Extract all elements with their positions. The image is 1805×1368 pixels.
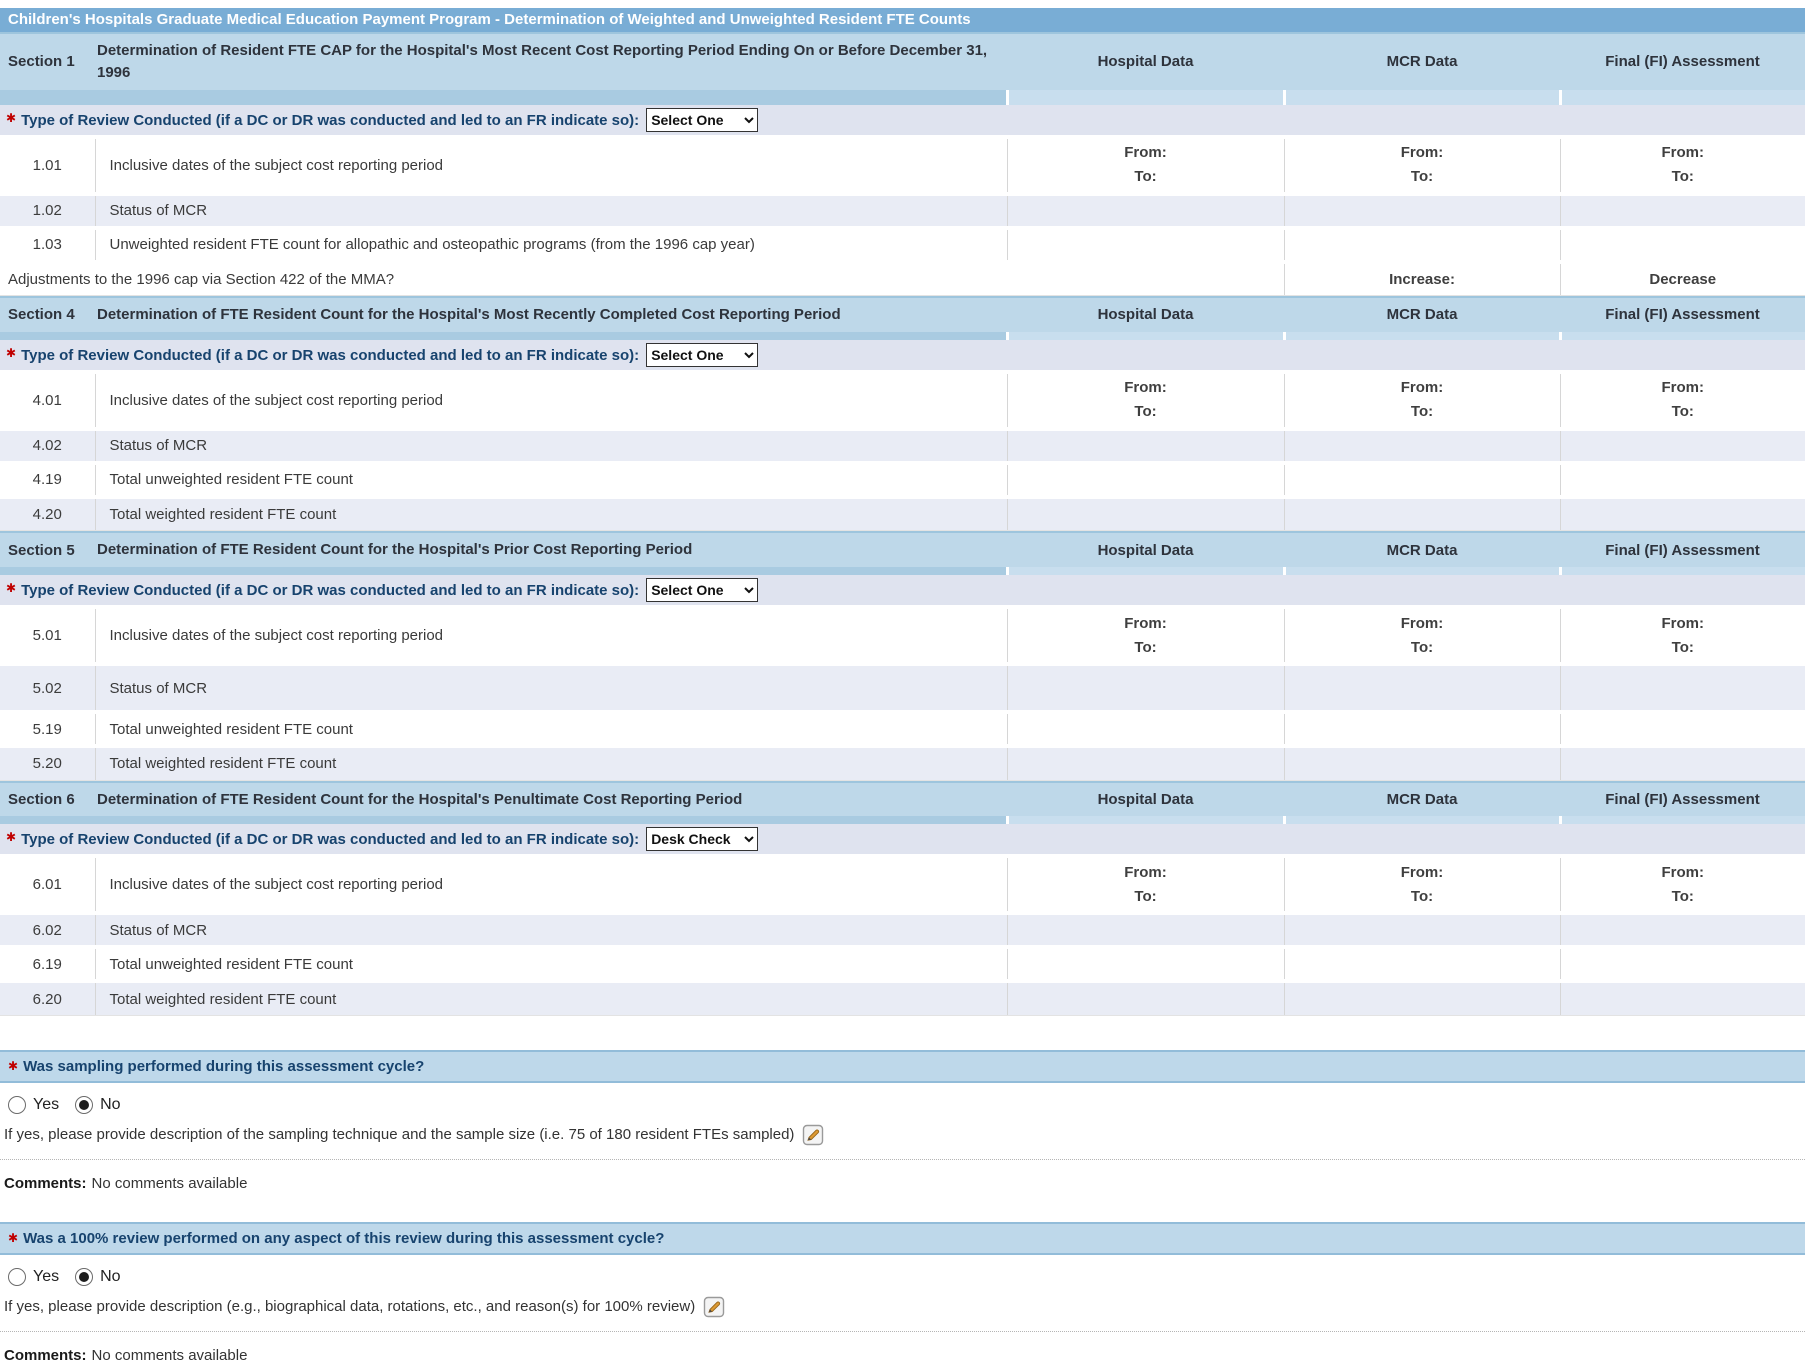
yes-radio-label: Yes: [33, 1095, 60, 1113]
hospital-data-cell: [1007, 497, 1284, 531]
hospital-data-cell: [1007, 463, 1284, 497]
column-header-mcr-data: MCR Data: [1284, 532, 1560, 567]
mcr-data-cell: [1284, 497, 1560, 531]
row-number: 1.02: [0, 194, 95, 228]
header-strip-row: [0, 816, 1805, 824]
mcr-data-cell: [1284, 746, 1560, 780]
table-row: [0, 463, 1805, 497]
row-description: Total weighted resident FTE count: [95, 981, 1007, 1015]
dotted-divider: [0, 1331, 1805, 1332]
yes-no-radio-group: [8, 1268, 1805, 1286]
section-title: Determination of Resident FTE CAP for the Hospital's Most Recent Cost Reporting Period Ending On or Before December 31, 1996: [95, 33, 1007, 90]
hospital-data-cell: [1007, 607, 1284, 664]
type-of-review-label: Type of Review Conducted (if a DC or DR was conducted and led to an FR indicate so):: [21, 346, 640, 364]
column-header-final-assessment: Final (FI) Assessment: [1560, 33, 1805, 90]
header-strip-row: [0, 332, 1805, 340]
column-header-hospital-data: Hospital Data: [1007, 782, 1284, 817]
from-label: From:: [1661, 863, 1704, 881]
table-row: [0, 981, 1805, 1015]
comments-value: No comments available: [91, 1346, 248, 1364]
hospital-data-cell: [1007, 429, 1284, 463]
decrease-label: Decrease: [1560, 262, 1805, 296]
section-label: Section 5: [0, 532, 95, 567]
type-of-review-select[interactable]: [646, 108, 758, 132]
hospital-data-cell: [1007, 664, 1284, 712]
hospital-data-cell: [1007, 981, 1284, 1015]
row-number: 4.01: [0, 372, 95, 429]
to-label: To:: [1134, 638, 1157, 656]
hospital-data-cell: [1007, 372, 1284, 429]
hospital-data-cell: [1007, 947, 1284, 981]
table-row: [0, 664, 1805, 712]
dotted-divider: [0, 1159, 1805, 1160]
strip-mcr-cell: [1284, 90, 1560, 105]
strip-hospital-cell: [1007, 816, 1284, 824]
strip-left-cell: [0, 567, 1007, 575]
row-description: Total unweighted resident FTE count: [95, 712, 1007, 746]
to-label: To:: [1671, 887, 1694, 905]
type-of-review-label: Type of Review Conducted (if a DC or DR was conducted and led to an FR indicate so):: [21, 582, 640, 599]
yes-radio[interactable]: [8, 1268, 26, 1286]
questions-container: [0, 1050, 1805, 1364]
type-of-review-select[interactable]: [646, 827, 758, 851]
strip-left-cell: [0, 332, 1007, 340]
row-description: Unweighted resident FTE count for allopathic and osteopathic programs (from the 1996 cap year): [95, 228, 1007, 262]
required-asterisk-icon: ✱: [6, 830, 17, 845]
to-label: To:: [1410, 887, 1434, 905]
increase-label: Increase:: [1284, 262, 1560, 296]
final-assessment-cell: [1560, 607, 1805, 664]
hospital-data-cell: [1007, 228, 1284, 262]
no-radio[interactable]: [75, 1268, 93, 1286]
mcr-data-cell: [1284, 607, 1560, 664]
mcr-data-cell: [1284, 194, 1560, 228]
column-header-mcr-data: MCR Data: [1284, 297, 1560, 332]
row-number: 4.19: [0, 463, 95, 497]
row-description: Total weighted resident FTE count: [95, 497, 1007, 531]
row-number: 1.01: [0, 137, 95, 194]
hospital-data-cell: [1007, 856, 1284, 913]
row-number: 5.01: [0, 607, 95, 664]
row-description: Inclusive dates of the subject cost reporting period: [95, 856, 1007, 913]
section-title: Determination of FTE Resident Count for the Hospital's Penultimate Cost Reporting Period: [95, 782, 1007, 817]
comments-label: Comments:: [4, 1346, 87, 1364]
final-assessment-cell: [1560, 497, 1805, 531]
mcr-data-cell: [1284, 712, 1560, 746]
from-label: From:: [1124, 144, 1167, 161]
strip-mcr-cell: [1284, 567, 1560, 575]
table-row: [0, 429, 1805, 463]
comments-line: [4, 1175, 1805, 1192]
mcr-data-cell: [1284, 664, 1560, 712]
section-header-row: [0, 33, 1805, 90]
to-label: To:: [1671, 403, 1694, 421]
question-text: Was sampling performed during this assessment cycle?: [23, 1057, 425, 1075]
type-of-review-row: [0, 105, 1805, 137]
edit-comment-icon[interactable]: [802, 1124, 824, 1146]
table-row: [0, 607, 1805, 664]
question-block: [0, 1222, 1805, 1364]
table-row: [0, 746, 1805, 780]
yes-no-radio-group: [8, 1096, 1805, 1114]
table-row: [0, 372, 1805, 429]
mcr-data-cell: [1284, 463, 1560, 497]
final-assessment-cell: [1560, 463, 1805, 497]
mcr-data-cell: [1284, 228, 1560, 262]
required-asterisk-icon: ✱: [6, 581, 17, 595]
required-asterisk-icon: ✱: [6, 110, 17, 125]
mcr-data-cell: [1284, 137, 1560, 194]
comments-value: No comments available: [91, 1174, 248, 1192]
yes-radio[interactable]: [8, 1096, 26, 1114]
required-asterisk-icon: ✱: [8, 1059, 19, 1074]
mcr-data-cell: [1284, 429, 1560, 463]
table-row: [0, 913, 1805, 947]
final-assessment-cell: [1560, 372, 1805, 429]
type-of-review-row: [0, 575, 1805, 607]
hospital-data-cell: [1007, 712, 1284, 746]
section-table: [0, 531, 1805, 780]
edit-comment-icon[interactable]: [703, 1296, 725, 1318]
row-number: 1.03: [0, 228, 95, 262]
hospital-data-cell: [1007, 137, 1284, 194]
no-radio[interactable]: [75, 1096, 93, 1114]
final-assessment-cell: [1560, 664, 1805, 712]
page-title: Children's Hospitals Graduate Medical Education Payment Program - Determination of Weighted and Unweighted Resident FTE Counts: [0, 8, 1805, 32]
no-radio-label: No: [100, 1267, 121, 1285]
section-table: [0, 296, 1805, 531]
required-asterisk-icon: ✱: [6, 345, 17, 360]
if-yes-text: If yes, please provide description of the sampling technique and the sample size (i.e. 75 of 180 resident FTEs sampled): [4, 1126, 795, 1144]
question-bar: [0, 1222, 1805, 1255]
to-label: To:: [1134, 168, 1157, 185]
final-assessment-cell: [1560, 947, 1805, 981]
comments-label: Comments:: [4, 1174, 87, 1192]
adjustments-row: [0, 262, 1805, 296]
table-row: [0, 194, 1805, 228]
type-of-review-cell: [0, 575, 1805, 607]
table-row: [0, 137, 1805, 194]
column-header-hospital-data: Hospital Data: [1007, 532, 1284, 567]
section-label: Section 4: [0, 297, 95, 332]
column-header-mcr-data: MCR Data: [1284, 33, 1560, 90]
column-header-final-assessment: Final (FI) Assessment: [1560, 782, 1805, 817]
row-number: 6.01: [0, 856, 95, 913]
strip-final-cell: [1560, 567, 1805, 575]
row-description: Total weighted resident FTE count: [95, 746, 1007, 780]
row-description: Status of MCR: [95, 664, 1007, 712]
to-label: To:: [1410, 168, 1434, 185]
from-label: From:: [1400, 863, 1444, 881]
mcr-data-cell: [1284, 947, 1560, 981]
to-label: To:: [1671, 638, 1694, 656]
if-yes-text: If yes, please provide description (e.g., biographical data, rotations, etc., and reason(s) for 100% review): [4, 1298, 696, 1316]
section-title: Determination of FTE Resident Count for the Hospital's Prior Cost Reporting Period: [95, 532, 1007, 567]
final-assessment-cell: [1560, 228, 1805, 262]
type-of-review-label: Type of Review Conducted (if a DC or DR was conducted and led to an FR indicate so):: [21, 111, 640, 129]
from-label: From:: [1661, 379, 1704, 397]
hospital-data-cell: [1007, 746, 1284, 780]
row-description: Total unweighted resident FTE count: [95, 947, 1007, 981]
table-row: [0, 497, 1805, 531]
section-table: [0, 32, 1805, 296]
section-label: Section 6: [0, 782, 95, 817]
type-of-review-row: [0, 824, 1805, 856]
section-table: [0, 781, 1805, 1016]
table-row: [0, 947, 1805, 981]
strip-final-cell: [1560, 332, 1805, 340]
row-description: Status of MCR: [95, 913, 1007, 947]
row-description: Status of MCR: [95, 194, 1007, 228]
section-header-row: [0, 532, 1805, 567]
from-label: From:: [1400, 379, 1444, 397]
section-title: Determination of FTE Resident Count for the Hospital's Most Recently Completed Cost Reporting Period: [95, 297, 1007, 332]
section-label: Section 1: [0, 33, 95, 90]
from-label: From:: [1661, 144, 1704, 161]
type-of-review-select[interactable]: [646, 578, 758, 602]
type-of-review-select[interactable]: [646, 343, 758, 367]
row-number: 5.02: [0, 664, 95, 712]
row-number: 5.20: [0, 746, 95, 780]
section-header-row: [0, 782, 1805, 817]
type-of-review-cell: [0, 824, 1805, 856]
table-row: [0, 712, 1805, 746]
strip-hospital-cell: [1007, 567, 1284, 575]
from-label: From:: [1400, 614, 1444, 632]
hospital-data-cell: [1007, 913, 1284, 947]
strip-hospital-cell: [1007, 332, 1284, 340]
final-assessment-cell: [1560, 429, 1805, 463]
row-description: Status of MCR: [95, 429, 1007, 463]
column-header-final-assessment: Final (FI) Assessment: [1560, 297, 1805, 332]
row-description: Inclusive dates of the subject cost reporting period: [95, 372, 1007, 429]
to-label: To:: [1134, 887, 1157, 905]
row-description: Total unweighted resident FTE count: [95, 463, 1007, 497]
row-number: 4.02: [0, 429, 95, 463]
section-header-row: [0, 297, 1805, 332]
row-number: 5.19: [0, 712, 95, 746]
yes-radio-option: [8, 1096, 59, 1114]
to-label: To:: [1410, 638, 1434, 656]
strip-hospital-cell: [1007, 90, 1284, 105]
strip-mcr-cell: [1284, 332, 1560, 340]
row-description: Inclusive dates of the subject cost reporting period: [95, 137, 1007, 194]
required-asterisk-icon: ✱: [8, 1231, 19, 1246]
no-radio-option: [75, 1268, 120, 1286]
row-number: 6.20: [0, 981, 95, 1015]
column-header-final-assessment: Final (FI) Assessment: [1560, 532, 1805, 567]
yes-radio-option: [8, 1268, 59, 1286]
final-assessment-cell: [1560, 712, 1805, 746]
row-number: 4.20: [0, 497, 95, 531]
from-label: From:: [1400, 144, 1444, 161]
strip-left-cell: [0, 816, 1007, 824]
question-bar: [0, 1050, 1805, 1083]
if-yes-instruction: [4, 1124, 1805, 1146]
strip-final-cell: [1560, 90, 1805, 105]
header-strip-row: [0, 567, 1805, 575]
mcr-data-cell: [1284, 981, 1560, 1015]
to-label: To:: [1671, 168, 1694, 185]
final-assessment-cell: [1560, 194, 1805, 228]
if-yes-instruction: [4, 1296, 1805, 1318]
mcr-data-cell: [1284, 913, 1560, 947]
fte-sections-container: [0, 32, 1805, 1016]
no-radio-label: No: [100, 1095, 121, 1113]
mcr-data-cell: [1284, 372, 1560, 429]
strip-left-cell: [0, 90, 1007, 105]
hospital-data-cell: [1007, 194, 1284, 228]
final-assessment-cell: [1560, 746, 1805, 780]
final-assessment-cell: [1560, 981, 1805, 1015]
table-row: [0, 228, 1805, 262]
question-block: [0, 1050, 1805, 1192]
column-header-hospital-data: Hospital Data: [1007, 33, 1284, 90]
final-assessment-cell: [1560, 137, 1805, 194]
no-radio-option: [75, 1096, 120, 1114]
column-header-hospital-data: Hospital Data: [1007, 297, 1284, 332]
type-of-review-cell: [0, 105, 1805, 137]
strip-mcr-cell: [1284, 816, 1560, 824]
column-header-mcr-data: MCR Data: [1284, 782, 1560, 817]
row-number: 6.19: [0, 947, 95, 981]
row-number: 6.02: [0, 913, 95, 947]
to-label: To:: [1134, 403, 1157, 421]
header-strip-row: [0, 90, 1805, 105]
comments-line: [4, 1347, 1805, 1364]
final-assessment-cell: [1560, 856, 1805, 913]
from-label: From:: [1124, 379, 1167, 397]
to-label: To:: [1410, 403, 1434, 421]
strip-final-cell: [1560, 816, 1805, 824]
from-label: From:: [1661, 614, 1704, 632]
yes-radio-label: Yes: [33, 1267, 60, 1285]
final-assessment-cell: [1560, 913, 1805, 947]
type-of-review-row: [0, 340, 1805, 372]
from-label: From:: [1124, 614, 1167, 632]
adjustments-text: Adjustments to the 1996 cap via Section 422 of the MMA?: [0, 262, 1284, 296]
type-of-review-cell: [0, 340, 1805, 372]
row-description: Inclusive dates of the subject cost reporting period: [95, 607, 1007, 664]
type-of-review-label: Type of Review Conducted (if a DC or DR was conducted and led to an FR indicate so):: [21, 831, 640, 849]
from-label: From:: [1124, 863, 1167, 881]
question-text: Was a 100% review performed on any aspect of this review during this assessment cycle?: [23, 1229, 665, 1247]
mcr-data-cell: [1284, 856, 1560, 913]
table-row: [0, 856, 1805, 913]
